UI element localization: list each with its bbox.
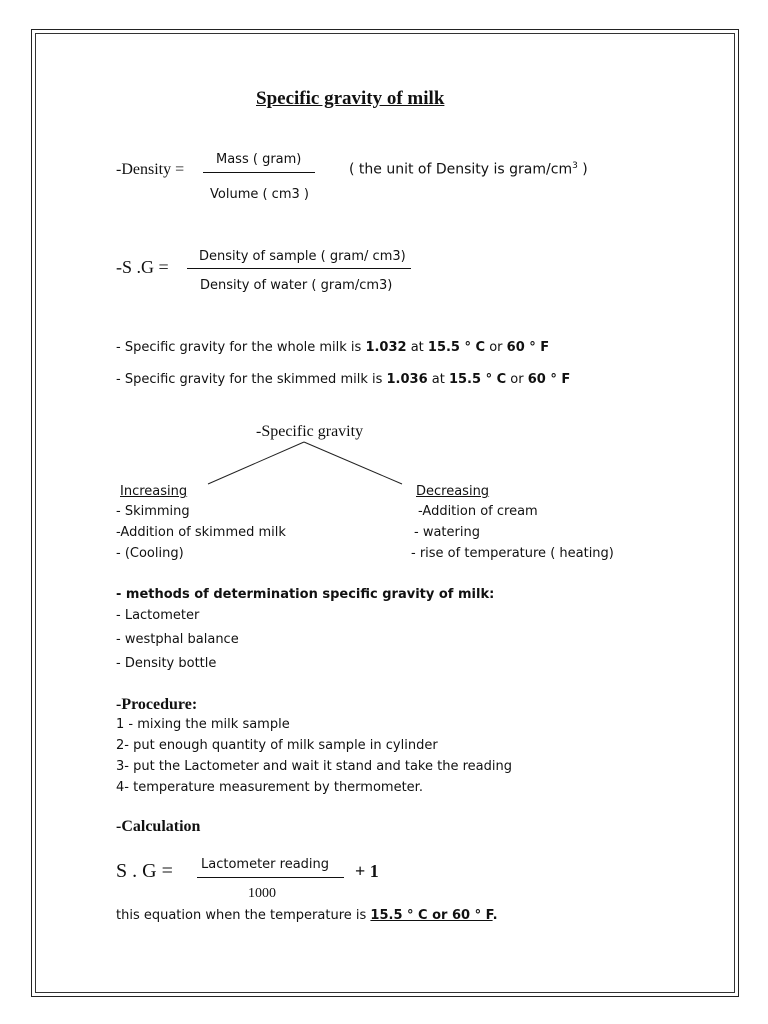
fact-skimmed-milk: - Specific gravity for the skimmed milk is 1.036 at 15.5 ° C or 60 ° F: [116, 372, 571, 387]
calc-note: this equation when the temperature is 15.5 ° C or 60 ° F.: [116, 908, 498, 923]
procedure-step: 2- put enough quantity of milk sample in cylinder: [116, 738, 438, 753]
calc-fraction-bar: [197, 877, 344, 878]
calc-denominator: 1000: [248, 886, 276, 901]
increasing-heading: Increasing: [120, 484, 188, 499]
calculation-heading: -Calculation: [116, 818, 201, 835]
calc-plus-one: + 1: [355, 861, 379, 881]
calc-lhs: S . G =: [116, 860, 173, 882]
decreasing-item: - watering: [414, 525, 480, 540]
density-denominator: Volume ( cm3 ): [210, 187, 309, 202]
method-item: - westphal balance: [116, 632, 239, 647]
sg-numerator: Density of sample ( gram/ cm3): [199, 249, 406, 264]
page-title: Specific gravity of milk: [256, 88, 445, 109]
density-label: -Density =: [116, 161, 185, 178]
method-item: - Density bottle: [116, 656, 217, 671]
decreasing-item: - rise of temperature ( heating): [411, 546, 614, 561]
tree-root: -Specific gravity: [256, 423, 364, 440]
procedure-step: 3- put the Lactometer and wait it stand and take the reading: [116, 759, 512, 774]
increasing-item: - (Cooling): [116, 546, 184, 561]
method-item: - Lactometer: [116, 608, 200, 623]
procedure-heading: -Procedure:: [116, 696, 198, 713]
decreasing-item: -Addition of cream: [418, 504, 538, 519]
decreasing-heading: Decreasing: [416, 484, 490, 499]
increasing-item: - Skimming: [116, 504, 190, 519]
increasing-item: -Addition of skimmed milk: [116, 525, 286, 540]
sg-label: -S .G =: [116, 257, 169, 277]
density-unit-note: ( the unit of Density is gram/$cm^3$ ): [349, 161, 588, 178]
procedure-step: 1 - mixing the milk sample: [116, 717, 290, 732]
density-numerator: Mass ( gram): [216, 152, 302, 167]
fact-whole-milk: - Specific gravity for the whole milk is 1.032 at 15.5 ° C or 60 ° F: [116, 340, 550, 355]
methods-heading: - methods of determination specific gravity of milk:: [116, 587, 495, 602]
sg-denominator: Density of water ( gram/cm3): [200, 278, 393, 293]
procedure-step: 4- temperature measurement by thermometer.: [116, 780, 423, 795]
branch-line-increasing: [208, 442, 304, 484]
branch-line-decreasing: [304, 442, 402, 484]
calc-numerator: Lactometer reading: [201, 857, 330, 872]
